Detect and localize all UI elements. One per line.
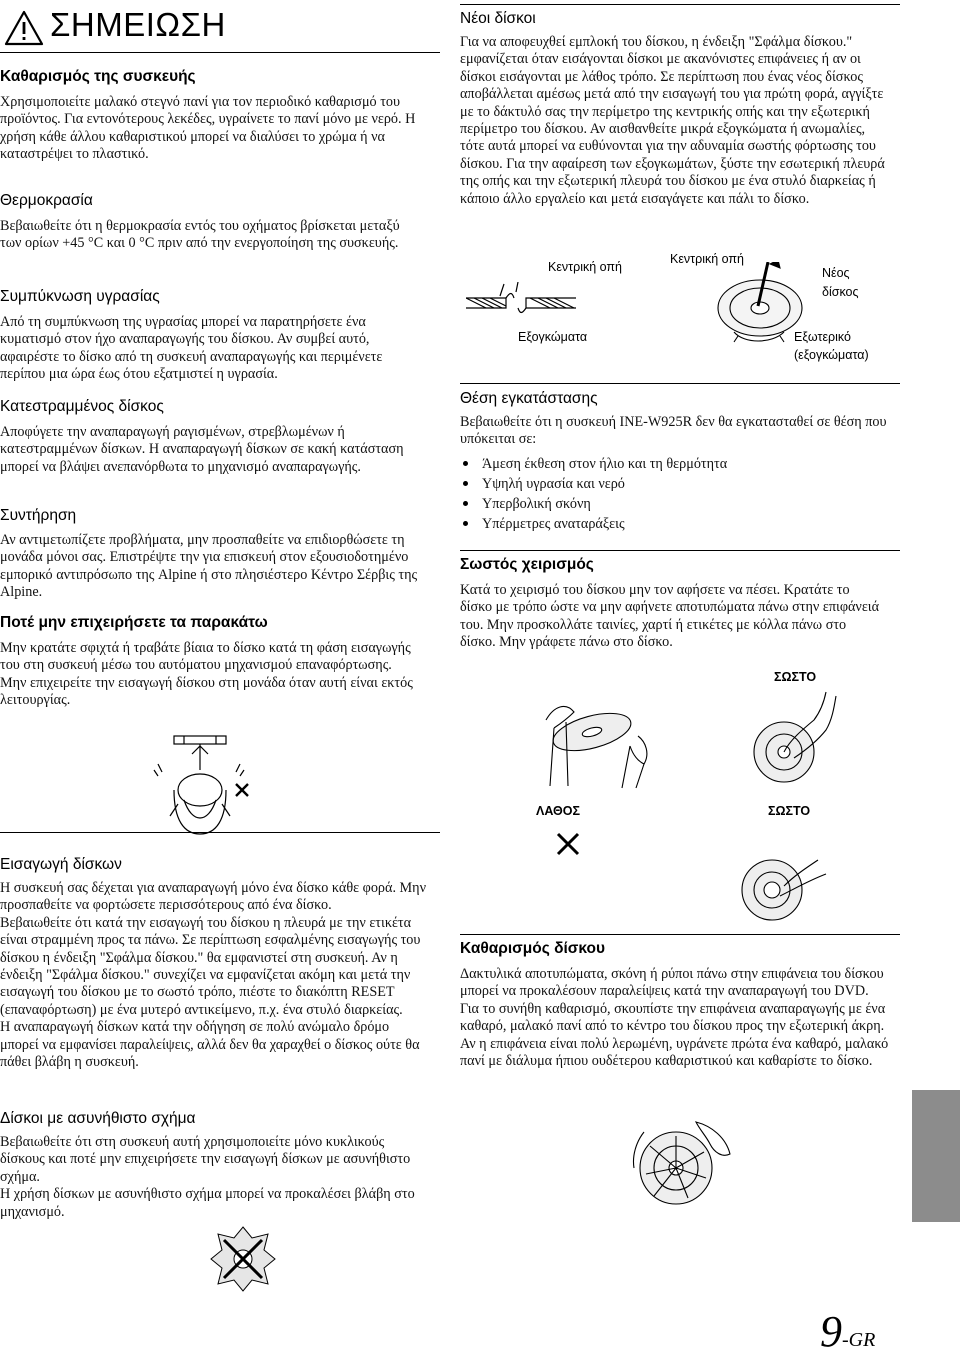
section-thumb-tab <box>912 1090 960 1222</box>
label-bumps: Εξογκώματα <box>518 330 588 344</box>
finger-in-disc-illustration <box>744 690 844 795</box>
hands-holding-disc-illustration <box>540 690 660 795</box>
heading-damaged-disc: Κατεστραμμένος δίσκος <box>0 398 164 415</box>
label-center-hole: Κεντρική οπή <box>670 252 745 266</box>
paragraph: Μην επιχειρείτε την εισαγωγή δίσκου στη μονάδα όταν αυτή είναι εκτός λειτουργίας. <box>0 674 413 709</box>
wrong-x-icon <box>556 832 580 861</box>
paragraph: Η συσκευή σας δέχεται για αναπαραγωγή μόνο ένα δίσκο κάθε φορά. Μην προσπαθείτε να φορτώσετε περισσότερους από ένα δίσκο. <box>0 880 426 914</box>
text-new-discs: Για να αποφευχθεί εμπλοκή του δίσκου, η ένδειξη "Σφάλμα δίσκου." εμφανίζεται όταν εισάγονται δίσκοι με ακανόνιστες επιφάνειες ή αν οι δίσκοι εισάγονται με λάθος τρόπο. Σε περίπτωση που ένας νέος δίσκος αποβάλλεται αμέσως μετά από την εισαγωγή του για πρώτη φορά, αγγίξτε με το δάκτυλό σας την περίμετρο της κεντρικής οπής και την εξωτερική περίμετρο του δίσκου. Αν αισθανθείτε μικρά εξογκώματα ή ανωμαλίες, τότε αυτά μπορεί να ευθύνονται για την αδυναμία σωστής φόρτωσης του δίσκου. Για την αφαίρεση των εξογκωμάτων, ξύστε την εσωτερική πλευρά της οπής και την εξωτερική πλευρά του δίσκου με ένα στυλό διαρκείας ή κάποιο άλλο εργαλείο και μετά εισαγάγετε και πάλι το δίσκο. <box>460 34 885 207</box>
text-maintenance: Αν αντιμετωπίζετε προβλήματα, μην προσπαθείτε να επιδιορθώσετε τη μονάδα μόνοι σας. Επιστρέψτε την για επισκευή στον εξουσιοδοτημένο εμπορικό αντιπρόσωπο της Alpine ή στο πλησιέστερο Κέντρο Σέρβις της Alpine. <box>0 532 418 601</box>
text-handling: Κατά το χειρισμό του δίσκου μην τον αφήσετε να πέσει. Κρατάτε το δίσκο με τρόπο ώστε να μην αφήνετε αποτυπώματα πάνω στην επιφάνειά του. Μην προσκολλάτε ταινίες, χαρτί ή ετικέτες με κόλλα πάνω στο δίσκο. Μην γράφετε πάνω στο δίσκο. <box>460 582 880 651</box>
warning-icon <box>4 10 44 51</box>
text-cleaning-device: Χρησιμοποιείτε μαλακό στεγνό πανί για τον περιοδικό καθαρισμό του προϊόντος. Για εντονότερους λεκέδες, υγραίνετε το πανί μόνο με νερό. Η χρήση κάθε άλλου καθαριστικού μπορεί να διαλύσει το χρώμα ή να καταστρέψει το πλαστικό. <box>0 94 416 163</box>
section-rule <box>460 934 900 935</box>
label-new-disc <box>822 264 859 302</box>
label-center-hole: Κεντρική οπή <box>548 260 623 274</box>
section-rule <box>460 4 900 5</box>
heading-disc-cleaning: Καθαρισμός δίσκου <box>460 940 606 957</box>
heading-maintenance: Συντήρηση <box>0 507 77 524</box>
text-never-attempt <box>0 640 430 710</box>
paragraph: Μην κρατάτε σφιχτά ή τραβάτε βίαια το δίσκο κατά τη φάση εισαγωγής του στη συσκευή μέσω του αυτόματου μηχανισμού επαναφόρτωσης. <box>0 640 411 674</box>
list-item: Υπέρμετρες αναταράξεις <box>460 514 727 534</box>
text-temperature: Βεβαιωθείτε ότι η θερμοκρασία εντός του οχήματος βρίσκεται μεταξύ των ορίων +45 °C και 0 °C πριν από την ενεργοποίηση της συσκευής. <box>0 218 400 252</box>
heading-cleaning-device: Καθαρισμός της συσκευής <box>0 68 196 85</box>
label-outer-bumps: (εξογκώματα) <box>794 348 869 362</box>
heading-new-discs: Νέοι δίσκοι <box>460 10 536 27</box>
irregular-disc-illustration <box>208 1224 278 1299</box>
label-outer <box>794 328 869 364</box>
label-correct: ΣΩΣΤΟ <box>774 670 817 684</box>
page-title: ΣΗΜΕΙΩΣΗ <box>50 6 226 43</box>
page-number-value: 9 <box>820 1307 842 1356</box>
paragraph: Βεβαιωθείτε ότι κατά την εισαγωγή του δίσκου η πλευρά με την ετικέτα είναι στραμμένη προς τα πάνω. Σε περίπτωση εσφαλμένης εισαγωγής του δίσκου η ένδειξη "Σφάλμα δίσκου." θα εμφανιστεί στη συσκευή. Αν η ένδειξη "Σφάλμα δίσκου." συνεχίζει να εμφανίζεται ακόμη και μετά την εισαγωγή του δίσκου με το σωστό τρόπο, πιέστε το διακόπτη RESET (επαναφόρτωση) με ένα μυτερό αντικείμενο, π.χ. ένα στυλό διαρκείας. <box>0 914 421 1018</box>
text-disc-insertion <box>0 880 430 1071</box>
section-rule <box>0 832 440 833</box>
heading-handling: Σωστός χειρισμός <box>460 556 594 573</box>
hand-holding-disc-illustration <box>144 730 284 845</box>
page-number-suffix: -GR <box>842 1329 876 1351</box>
label-outer-text: Εξωτερικό <box>794 330 851 344</box>
label-new: Νέος <box>822 266 850 280</box>
label-wrong: ΛΑΘΟΣ <box>536 804 580 818</box>
paragraph: Η αναπαραγωγή δίσκων κατά την οδήγηση σε πολύ ανώμαλο δρόμο μπορεί να εμφανίσει παραλείψεις, αλλά δεν θα χαραχθεί ο δίσκος ούτε θα πάθει βλάβη η συσκευή. <box>0 1019 420 1071</box>
paragraph: Βεβαιωθείτε ότι στη συσκευή αυτή χρησιμοποιείτε μόνο κυκλικούς δίσκους και ποτέ μην επιχειρήσετε την εισαγωγή δίσκων με ασυνήθιστο σχήμα. <box>0 1134 411 1185</box>
installation-conditions-list <box>460 454 727 534</box>
heading-disc-insertion: Εισαγωγή δίσκων <box>0 856 122 873</box>
section-rule <box>460 550 900 551</box>
heading-installation: Θέση εγκατάστασης <box>460 390 598 407</box>
text-condensation: Από τη συμπύκνωση της υγρασίας μπορεί να παρατηρήσετε ένα κυματισμό στον ήχο αναπαραγωγής του δίσκου. Αν συμβεί αυτό, αφαιρέστε το δίσκο από τη συσκευή αναπαραγωγής και περιμένετε περίπου μια ώρα έως ότου εξατμιστεί η υγρασία. <box>0 314 383 383</box>
title-rule <box>0 52 440 53</box>
heading-condensation: Συμπύκνωση υγρασίας <box>0 288 160 305</box>
heading-temperature: Θερμοκρασία <box>0 192 93 209</box>
label-disc: δίσκος <box>822 285 859 299</box>
page-number <box>820 1306 875 1357</box>
list-item: Άμεση έκθεση στον ήλιο και τη θερμότητα <box>460 454 727 474</box>
text-irregular-discs <box>0 1134 430 1221</box>
heading-never-attempt: Ποτέ μην επιχειρήσετε τα παρακάτω <box>0 614 268 631</box>
disc-center-only-illustration <box>740 846 830 931</box>
label-correct: ΣΩΣΤΟ <box>768 804 811 818</box>
paragraph: Η χρήση δίσκων με ασυνήθιστο σχήμα μπορεί να προκαλέσει βλάβη στο μηχανισμό. <box>0 1186 415 1220</box>
heading-irregular-discs: Δίσκοι με ασυνήθιστο σχήμα <box>0 1110 196 1127</box>
text-installation: Βεβαιωθείτε ότι η συσκευή INE-W925R δεν θα εγκατασταθεί σε θέση που υπόκειται σε: <box>460 414 887 448</box>
text-disc-cleaning: Δακτυλικά αποτυπώματα, σκόνη ή ρύποι πάνω στην επιφάνεια του δίσκου μπορεί να προκαλέσουν παραλείψεις κατά την αναπαραγωγή του DVD. Για το συνήθη καθαρισμό, σκουπίστε την επιφάνεια αναπαραγωγής με ένα καθαρό, μαλακό πανί από το κέντρο του δίσκου προς την εξωτερική άκρη. Αν η επιφάνεια είναι πολύ λερωμένη, υγράνετε πρώτα ένα καθαρό, μαλακό πανί με διάλυμα ήπιου ουδέτερου καθαριστικού και καθαρίστε το δίσκο. <box>460 966 889 1070</box>
text-damaged-disc: Αποφύγετε την αναπαραγωγή ραγισμένων, στρεβλωμένων ή κατεστραμμένων δίσκων. Η αναπαραγωγή δίσκων σε κακή κατάσταση μπορεί να βλάψει ανεπανόρθωτα το μηχανισμό αναπαραγωγής. <box>0 424 404 475</box>
section-rule <box>460 383 900 384</box>
list-item: Υψηλή υγρασία και νερό <box>460 474 727 494</box>
list-item: Υπερβολική σκόνη <box>460 494 727 514</box>
wiping-disc-illustration <box>626 1112 736 1227</box>
